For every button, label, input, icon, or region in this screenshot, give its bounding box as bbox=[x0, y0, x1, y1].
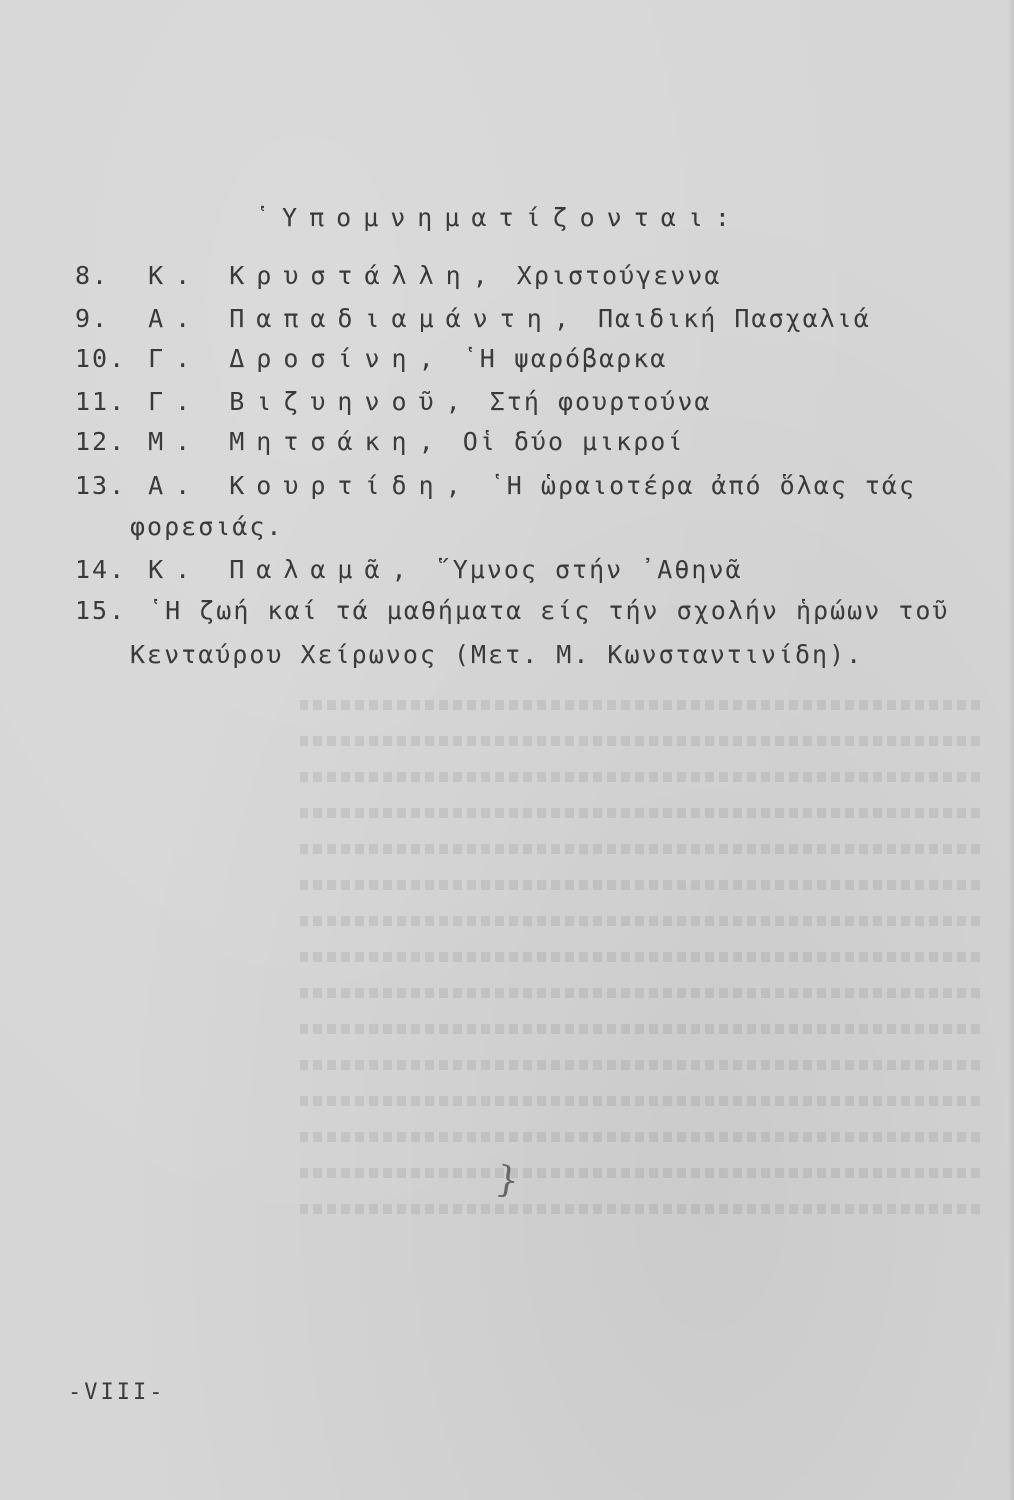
item-title: ῞Υμνος στήν ᾿Αθηνᾶ bbox=[435, 555, 743, 584]
item-number: 8. bbox=[75, 261, 110, 290]
item-number: 14. bbox=[75, 555, 127, 584]
item-author: Γ. Δροσίνη, bbox=[148, 344, 446, 373]
item-number: 9. bbox=[75, 304, 110, 333]
pencil-mark: } bbox=[493, 1158, 522, 1203]
list-item bbox=[75, 596, 950, 625]
list-item bbox=[75, 427, 935, 456]
item-number: 11. bbox=[75, 387, 127, 416]
item-number: 13. bbox=[75, 471, 127, 500]
page-edge-shadow bbox=[1008, 0, 1014, 1500]
section-heading: ῾Υπομνηματίζονται: bbox=[255, 203, 742, 232]
item-title: ῾Η ψαρόβαρκα bbox=[462, 344, 668, 373]
page-number: -VIII- bbox=[68, 1380, 166, 1405]
item-title: Χριστούγεννα bbox=[516, 261, 722, 290]
item-title: ῾Η ὡραιοτέρα ἀπό ὅλας τάς bbox=[489, 471, 917, 500]
item-number: 15. bbox=[75, 596, 127, 625]
list-item bbox=[75, 387, 935, 416]
bleed-through-texture bbox=[300, 700, 980, 1260]
item-author: Κ. Παλαμᾶ, bbox=[148, 555, 419, 584]
item-author: Α. Κουρτίδη, bbox=[148, 471, 473, 500]
item-continuation: φορεσιάς. bbox=[130, 512, 284, 541]
item-title: ῾Η ζωή καί τά μαθήματα είς τήν σχολήν ἡρώων τοῦ bbox=[148, 596, 950, 625]
item-title: Στή φουρτούνα bbox=[489, 387, 712, 416]
item-title: Παιδική Πασχαλιά bbox=[597, 304, 871, 333]
item-author: Γ. Βιζυηνοῦ, bbox=[148, 387, 473, 416]
list-item bbox=[75, 471, 935, 500]
item-title: Οἱ δύο μικροί bbox=[462, 427, 685, 456]
list-item bbox=[75, 261, 935, 290]
item-number: 10. bbox=[75, 344, 127, 373]
item-author: Μ. Μητσάκη, bbox=[148, 427, 446, 456]
list-item bbox=[75, 555, 935, 584]
item-number: 12. bbox=[75, 427, 127, 456]
item-author: Κ. Κρυστάλλη, bbox=[148, 261, 500, 290]
list-item bbox=[75, 344, 935, 373]
list-item bbox=[75, 304, 935, 333]
item-continuation: Κενταύρου Χείρωνος (Μετ. Μ. Κωνσταντινίδη). bbox=[130, 640, 864, 669]
item-author: Α. Παπαδιαμάντη, bbox=[148, 304, 581, 333]
